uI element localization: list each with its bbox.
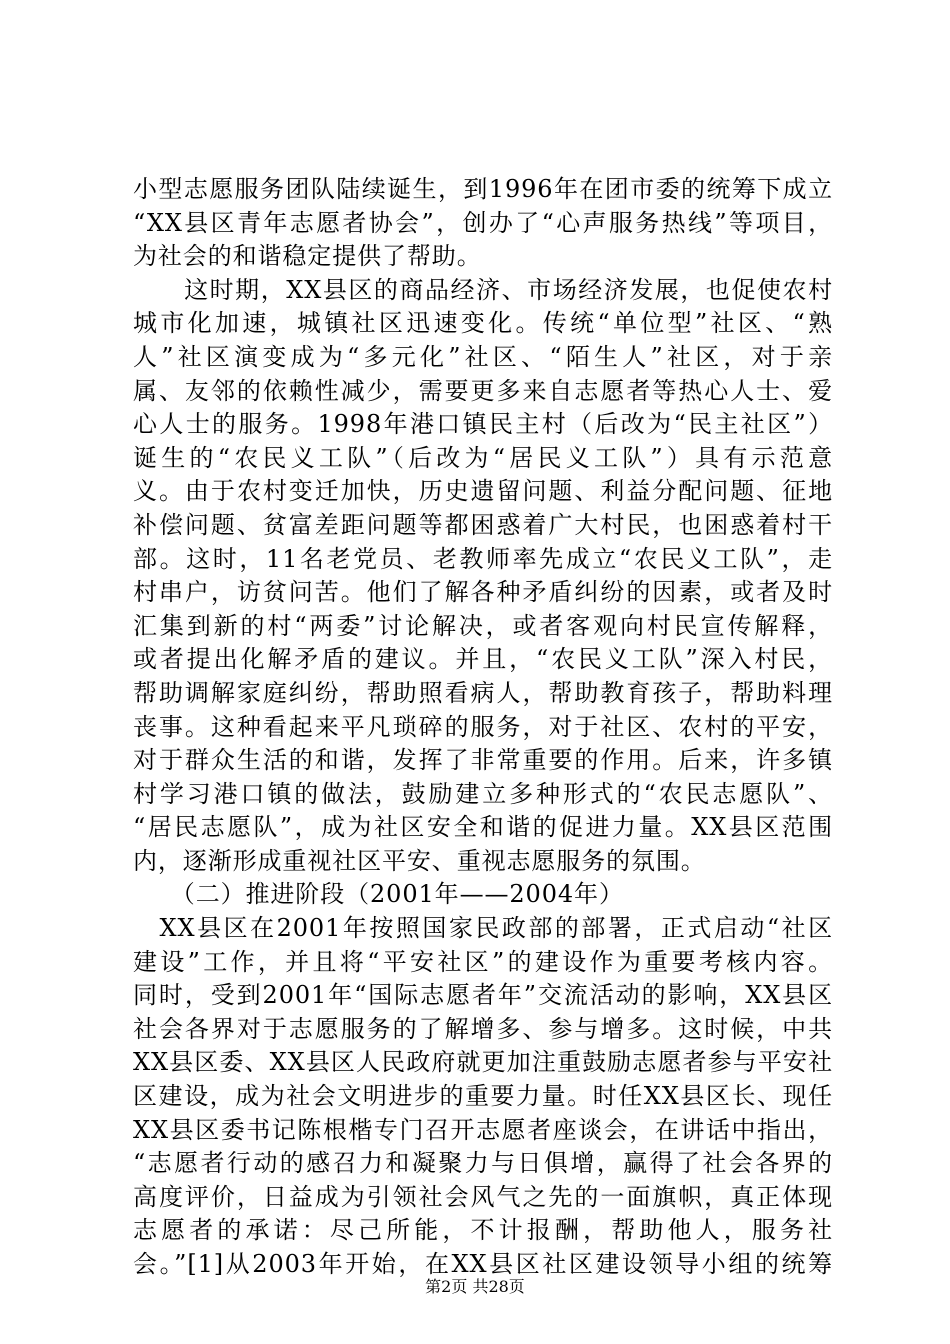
text-line: XX县区委书记陈根楷专门召开志愿者座谈会，在讲话中指出， <box>133 1115 833 1144</box>
text-line: 属、友邻的依赖性减少，需要更多来自志愿者等热心人士、爱 <box>133 376 833 405</box>
text-line: 部。这时，11名老党员、老教师率先成立“农民义工队”，走 <box>133 544 833 573</box>
text-line: 高度评价，日益成为引领社会风气之先的一面旗帜，真正体现 <box>133 1182 833 1211</box>
text-line: 会。”[1]从2003年开始，在XX县区社区建设领导小组的统筹 <box>133 1250 833 1278</box>
text-line: 内，逐渐形成重视社区平安、重视志愿服务的氛围。 <box>133 846 706 875</box>
text-line: “XX县区青年志愿者协会”，创办了“心声服务热线”等项目， <box>133 208 833 237</box>
text-line: 丧事。这种看起来平凡琐碎的服务，对于社区、农村的平安， <box>133 712 833 741</box>
text-line: 或者提出化解矛盾的建议。并且，“农民义工队”深入村民， <box>133 645 833 674</box>
text-line: 帮助调解家庭纠纷，帮助照看病人，帮助教育孩子，帮助料理 <box>133 678 833 707</box>
text-line: 小型志愿服务团队陆续诞生，到1996年在团市委的统筹下成立 <box>133 175 833 203</box>
text-line: 诞生的“农民义工队”（后改为“居民义工队”）具有示范意 <box>133 443 833 472</box>
text-line: 建设”工作，并且将“平安社区”的建设作为重要考核内容。 <box>133 947 833 976</box>
text-line: 人”社区演变成为“多元化”社区、“陌生人”社区，对于亲 <box>133 342 833 371</box>
page-footer: 第2页 共28页 <box>425 1277 525 1296</box>
text-line: 村学习港口镇的做法，鼓励建立多种形式的“农民志愿队”、 <box>133 779 833 808</box>
text-line: （二）推进阶段（2001年——2004年） <box>133 880 624 909</box>
body-text <box>133 173 833 1282</box>
text-line: 同时，受到2001年“国际志愿者年”交流活动的影响，XX县区 <box>133 981 833 1010</box>
text-line: “志愿者行动的感召力和凝聚力与日俱增，赢得了社会各界的 <box>133 1149 833 1178</box>
text-line: 为社会的和谐稳定提供了帮助。 <box>133 242 482 271</box>
text-line: 区建设，成为社会文明进步的重要力量。时任XX县区长、现任 <box>133 1082 833 1111</box>
text-line: XX县区在2001年按照国家民政部的部署，正式启动“社区 <box>133 914 833 943</box>
text-line: 志愿者的承诺：尽己所能，不计报酬，帮助他人，服务社 <box>133 1216 833 1245</box>
text-line: 补偿问题、贫富差距问题等都困惑着广大村民，也困惑着村干 <box>133 510 833 539</box>
text-line: XX县区委、XX县区人民政府就更加注重鼓励志愿者参与平安社 <box>133 1048 833 1077</box>
text-line: 村串户，访贫问苦。他们了解各种矛盾纠纷的因素，或者及时 <box>133 578 833 607</box>
text-line: 汇集到新的村“两委”讨论解决，或者客观向村民宣传解释， <box>133 611 833 640</box>
text-line: 城市化加速，城镇社区迅速变化。传统“单位型”社区、“熟 <box>133 309 833 338</box>
text-line: “居民志愿队”，成为社区安全和谐的促进力量。XX县区范围 <box>133 813 833 842</box>
text-line: 社会各界对于志愿服务的了解增多、参与增多。这时候，中共 <box>133 1014 833 1043</box>
text-line: 这时期，XX县区的商品经济、市场经济发展，也促使农村 <box>133 275 833 304</box>
text-line: 对于群众生活的和谐，发挥了非常重要的作用。后来，许多镇 <box>133 746 833 775</box>
text-line: 义。由于农村变迁加快，历史遗留问题、利益分配问题、征地 <box>133 477 833 506</box>
text-line: 心人士的服务。1998年港口镇民主村（后改为“民主社区”） <box>133 410 833 439</box>
